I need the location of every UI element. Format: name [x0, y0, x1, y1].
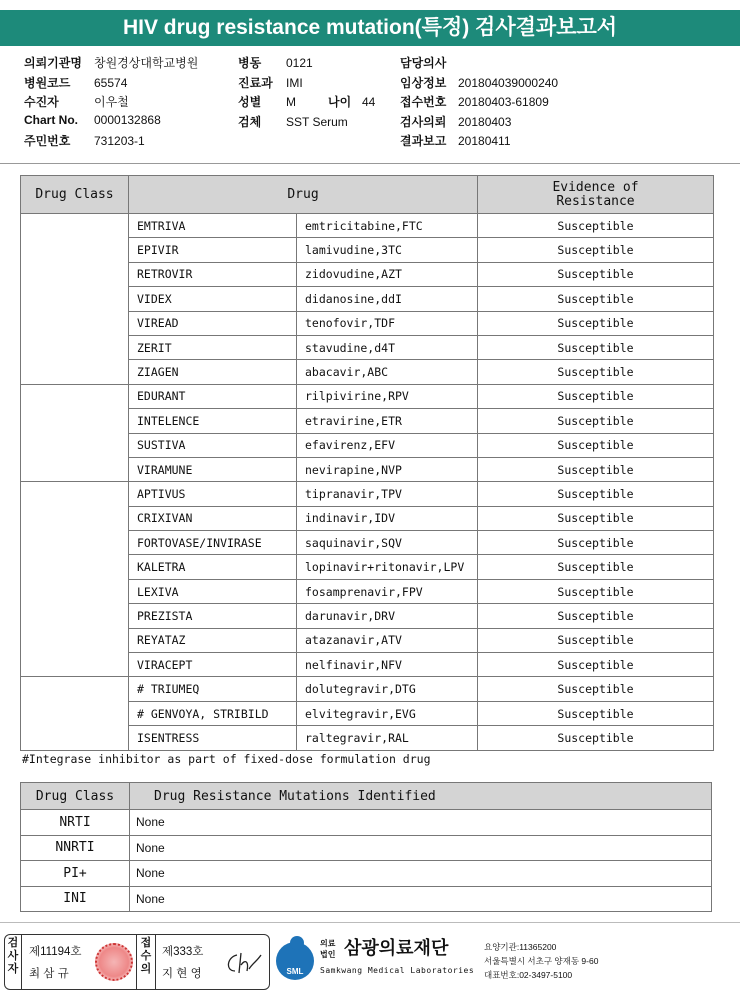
generic-name-cell: darunavir,DRV [297, 604, 478, 628]
reviewer-signature [223, 949, 263, 977]
mut-col-header-class: Drug Class [21, 783, 130, 810]
header-col1 [24, 54, 198, 152]
brand-name-cell: REYATAZ [129, 628, 297, 652]
brand-name-cell: # TRIUMEQ [129, 677, 297, 701]
table-row [21, 861, 712, 887]
value-report-date: 20180411 [458, 134, 511, 148]
label-resident-no: 주민번호 [24, 134, 71, 148]
header-col2 [238, 54, 375, 132]
header-col3 [400, 54, 558, 152]
generic-name-cell: lamivudine,3TC [297, 238, 478, 262]
generic-name-cell: rilpivirine,RPV [297, 384, 478, 408]
evidence-cell: Susceptible [478, 409, 714, 433]
table-row [21, 810, 712, 836]
table-row [21, 482, 714, 506]
generic-name-cell: saquinavir,SQV [297, 531, 478, 555]
label-specimen: 검체 [238, 114, 262, 129]
reviewer-name: 지 현 영 [162, 968, 202, 980]
drug-class-cell [21, 482, 129, 677]
evidence-cell: Susceptible [478, 287, 714, 311]
brand-name-cell: RETROVIR [129, 262, 297, 286]
value-sex: M [286, 95, 296, 109]
col-header-evidence-line2: Resistance [556, 193, 635, 209]
evidence-cell: Susceptible [478, 653, 714, 677]
generic-name-cell: indinavir,IDV [297, 506, 478, 530]
mut-class-cell: NNRTI [21, 835, 130, 861]
value-ward: 0121 [286, 56, 313, 70]
evidence-cell: Susceptible [478, 214, 714, 238]
generic-name-cell: nevirapine,NVP [297, 457, 478, 481]
evidence-cell: Susceptible [478, 433, 714, 457]
drug-class-cell [21, 677, 129, 750]
value-request-date: 20180403 [458, 114, 512, 129]
drug-class-cell [21, 214, 129, 385]
brand-name-cell: PREZISTA [129, 604, 297, 628]
org-prefix-line2: 법인 [320, 950, 336, 959]
mutation-table-header-row [21, 783, 712, 810]
evidence-cell: Susceptible [478, 238, 714, 262]
value-hospital-code: 65574 [94, 75, 128, 90]
sig-divider [21, 935, 22, 989]
mut-class-cell: PI+ [21, 861, 130, 887]
generic-name-cell: etravirine,ETR [297, 409, 478, 433]
brand-name-cell: EMTRIVA [129, 214, 297, 238]
brand-name-cell: LEXIVA [129, 579, 297, 603]
table-row [21, 214, 714, 238]
evidence-cell: Susceptible [478, 677, 714, 701]
value-department: IMI [286, 75, 303, 90]
tester-name: 최 삼 규 [29, 968, 69, 980]
generic-name-cell: raltegravir,RAL [297, 726, 478, 750]
label-age: 나이 [328, 95, 352, 109]
label-chart-no: Chart No. [24, 112, 78, 127]
value-requesting-institution: 창원경상대학교병원 [94, 56, 199, 70]
evidence-cell: Susceptible [478, 726, 714, 750]
brand-name-cell: EPIVIR [129, 238, 297, 262]
brand-name-cell: # GENVOYA, STRIBILD [129, 701, 297, 725]
evidence-cell: Susceptible [478, 457, 714, 481]
brand-name-cell: ZIAGEN [129, 360, 297, 384]
label-clinical-info: 임상정보 [400, 75, 447, 90]
drug-class-cell [21, 384, 129, 482]
sml-logo: SML [276, 942, 314, 980]
brand-name-cell: FORTOVASE/INVIRASE [129, 531, 297, 555]
brand-name-cell: VIRACEPT [129, 653, 297, 677]
table-row [21, 384, 714, 408]
tester-vertical-label: 검사자 [7, 937, 19, 975]
org-english-name: Samkwang Medical Laboratories [320, 966, 475, 975]
reviewer-vertical-label: 접수의 [140, 937, 152, 975]
drug-resistance-table [20, 175, 714, 751]
label-department: 진료과 [238, 75, 273, 90]
evidence-cell: Susceptible [478, 531, 714, 555]
generic-name-cell: didanosine,ddI [297, 287, 478, 311]
col-header-evidence-line1: Evidence of [552, 179, 639, 195]
evidence-cell: Susceptible [478, 604, 714, 628]
label-request-date: 검사의뢰 [400, 114, 447, 129]
signature-box [4, 934, 270, 990]
logo-figure-icon [290, 936, 304, 950]
generic-name-cell: fosamprenavir,FPV [297, 579, 478, 603]
mut-value-cell: None [130, 861, 712, 887]
generic-name-cell: tipranavir,TPV [297, 482, 478, 506]
evidence-cell: Susceptible [478, 506, 714, 530]
col-header-drug: Drug [129, 176, 478, 214]
tester-seal-stamp [95, 943, 133, 981]
label-requesting-institution: 의뢰기관명 [24, 56, 82, 70]
org-prefix [320, 938, 335, 960]
mut-value-cell: None [130, 835, 712, 861]
institution-logo-block [272, 934, 732, 988]
value-specimen: SST Serum [286, 114, 348, 129]
mut-class-cell: INI [21, 886, 130, 912]
value-clinical-info: 201804039000240 [458, 75, 559, 90]
footnote: #Integrase inhibitor as part of fixed-dose formulation drug [22, 752, 431, 766]
value-receipt-no: 20180403-61809 [458, 95, 549, 109]
brand-name-cell: VIDEX [129, 287, 297, 311]
value-resident-no: 731203-1 [94, 134, 145, 148]
evidence-cell: Susceptible [478, 628, 714, 652]
mut-value-cell: None [130, 886, 712, 912]
org-phone: 대표번호:02-3497-5100 [484, 970, 573, 980]
value-patient: 이우철 [94, 95, 129, 109]
mutation-table [20, 782, 712, 912]
evidence-cell: Susceptible [478, 701, 714, 725]
label-sex: 성별 [238, 95, 262, 109]
mut-col-header-mutations: Drug Resistance Mutations Identified [130, 783, 712, 810]
label-physician: 담당의사 [400, 56, 447, 70]
label-ward: 병동 [238, 56, 262, 70]
generic-name-cell: tenofovir,TDF [297, 311, 478, 335]
table-row [21, 886, 712, 912]
generic-name-cell: zidovudine,AZT [297, 262, 478, 286]
evidence-cell: Susceptible [478, 311, 714, 335]
generic-name-cell: stavudine,d4T [297, 335, 478, 359]
brand-name-cell: ZERIT [129, 335, 297, 359]
org-prefix-line1: 의료 [320, 939, 336, 948]
generic-name-cell: efavirenz,EFV [297, 433, 478, 457]
brand-name-cell: VIREAD [129, 311, 297, 335]
reviewer-license-no: 제333호 [162, 946, 204, 958]
generic-name-cell: dolutegravir,DTG [297, 677, 478, 701]
value-age: 44 [362, 95, 376, 109]
evidence-cell: Susceptible [478, 335, 714, 359]
generic-name-cell: emtricitabine,FTC [297, 214, 478, 238]
brand-name-cell: KALETRA [129, 555, 297, 579]
mut-class-cell: NRTI [21, 810, 130, 836]
brand-name-cell: CRIXIVAN [129, 506, 297, 530]
report-title: HIV drug resistance mutation(특정) 검사결과보고서 [0, 10, 740, 46]
sig-divider [136, 935, 137, 989]
brand-name-cell: VIRAMUNE [129, 457, 297, 481]
org-contact [484, 940, 598, 982]
table-row [21, 835, 712, 861]
brand-name-cell: ISENTRESS [129, 726, 297, 750]
org-address: 서울특별시 서초구 양재동 9-60 [484, 956, 599, 966]
label-hospital-code: 병원코드 [24, 75, 71, 90]
generic-name-cell: elvitegravir,EVG [297, 701, 478, 725]
table-row [21, 677, 714, 701]
col-header-drug-class: Drug Class [21, 176, 129, 214]
label-report-date: 결과보고 [400, 134, 447, 148]
generic-name-cell: lopinavir+ritonavir,LPV [297, 555, 478, 579]
generic-name-cell: atazanavir,ATV [297, 628, 478, 652]
generic-name-cell: abacavir,ABC [297, 360, 478, 384]
sig-divider [155, 935, 156, 989]
drug-table-body [21, 214, 714, 751]
value-chart-no: 0000132868 [94, 112, 161, 127]
generic-name-cell: nelfinavir,NFV [297, 653, 478, 677]
tester-license-no: 제11194호 [29, 946, 82, 958]
evidence-cell: Susceptible [478, 579, 714, 603]
brand-name-cell: EDURANT [129, 384, 297, 408]
mut-value-cell: None [130, 810, 712, 836]
col-header-evidence [478, 176, 714, 214]
header-divider [0, 163, 740, 164]
evidence-cell: Susceptible [478, 555, 714, 579]
evidence-cell: Susceptible [478, 262, 714, 286]
brand-name-cell: APTIVUS [129, 482, 297, 506]
brand-name-cell: INTELENCE [129, 409, 297, 433]
label-receipt-no: 접수번호 [400, 95, 447, 109]
drug-table-header-row [21, 176, 714, 214]
brand-name-cell: SUSTIVA [129, 433, 297, 457]
label-patient: 수진자 [24, 95, 59, 109]
evidence-cell: Susceptible [478, 360, 714, 384]
org-institution-no: 요양기관:11365200 [484, 942, 557, 952]
evidence-cell: Susceptible [478, 482, 714, 506]
footer-divider [0, 922, 740, 923]
evidence-cell: Susceptible [478, 384, 714, 408]
org-name: 삼광의료재단 [344, 938, 449, 958]
